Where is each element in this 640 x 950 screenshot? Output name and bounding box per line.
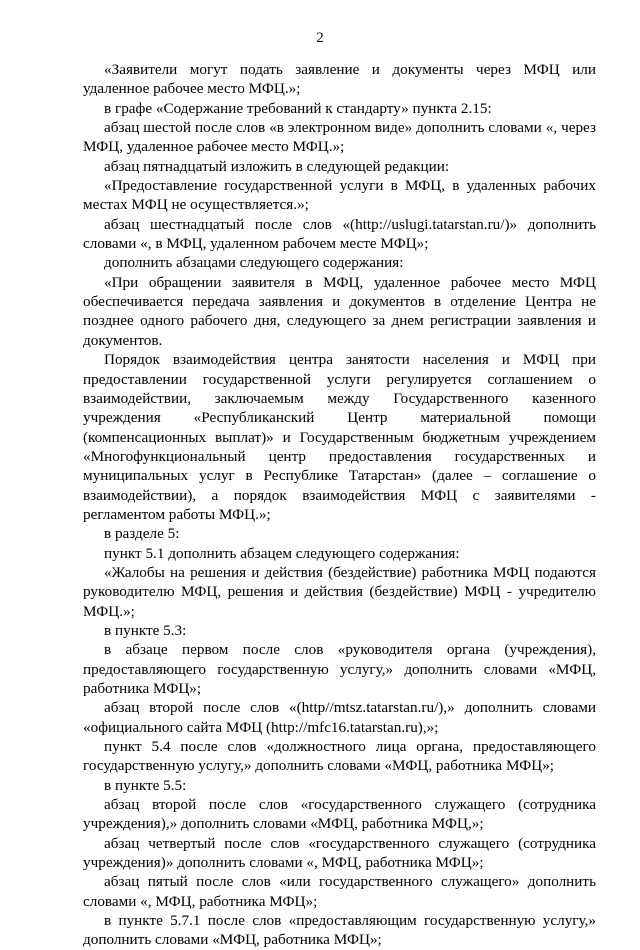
- paragraph: в пункте 5.3:: [104, 621, 187, 639]
- paragraph: дополнить абзацами следующего содержания:: [104, 254, 404, 272]
- paragraph: «Жалобы на решения и действия (бездействие) работника МФЦ подаются руководителю МФЦ, решения и действия (бездействие) МФЦ - учредителю МФЦ.»;: [83, 563, 596, 620]
- paragraph: абзац четвертый после слов «государственного служащего (сотрудника учреждения)» дополнить словами «, МФЦ, работника МФЦ»;: [83, 834, 596, 872]
- paragraph: в пункте 5.7.1 после слов «предоставляющим государственную услугу,» дополнить словами «МФЦ, работника МФЦ»;: [83, 912, 596, 949]
- paragraph: абзац второй после слов «(http//mtsz.tatarstan.ru/),» дополнить словами «официального сайта МФЦ (http://mfc16.tatarstan.ru),»;: [83, 699, 596, 736]
- page-number: 2: [316, 30, 324, 46]
- paragraph: в графе «Содержание требований к стандарту» пункта 2.15:: [104, 99, 492, 117]
- paragraph: Порядок взаимодействия центра занятости населения и МФЦ при предоставлении государственной услуги регулируется соглашением о взаимодействии, заключаемым между Государственного казенного учреждения «Республиканский Центр материальной помощи (компенсационных выплат)» и Государственным бюджетным учреждением «Многофункциональный центр предоставления государственных и муниципальных услуг в Республике Татарстан» (далее – соглашение о взаимодействии), а порядок взаимодействия МФЦ с заявителями - регламентом работы МФЦ.»;: [83, 351, 596, 523]
- paragraph: «При обращении заявителя в МФЦ, удаленное рабочее место МФЦ обеспечивается передача заявления и документов в отделение Центра не позднее одного рабочего дня, следующего за днем регистрации заявления и документов.: [83, 273, 596, 349]
- paragraph: в абзаце первом после слов «руководителя органа (учреждения), предоставляющего государственную услугу,» дополнить словами «МФЦ, работника МФЦ»;: [83, 641, 596, 697]
- document-body: [83, 60, 596, 950]
- paragraph: «Предоставление государственной услуги в МФЦ, в удаленных рабочих местах МФЦ не осуществляется.»;: [83, 177, 596, 214]
- paragraph: в пункте 5.5:: [104, 776, 187, 794]
- paragraph: пункт 5.4 после слов «должностного лица органа, предоставляющего государственную услугу,» дополнить словами «МФЦ, работника МФЦ»;: [83, 738, 596, 775]
- paragraph: абзац пятнадцатый изложить в следующей редакции:: [104, 157, 450, 175]
- paragraph: абзац шестнадцатый после слов «(http://uslugi.tatarstan.ru/)» дополнить словами «, в МФЦ, удаленном рабочем месте МФЦ»;: [83, 215, 596, 253]
- paragraph: абзац второй после слов «государственного служащего (сотрудника учреждения),» дополнить словами «МФЦ, работника МФЦ,»;: [83, 796, 596, 833]
- paragraph: абзац шестой после слов «в электронном виде» дополнить словами «, через МФЦ, удаленное рабочее место МФЦ.»;: [83, 119, 596, 156]
- paragraph: «Заявители могут подать заявление и документы через МФЦ или удаленное рабочее место МФЦ.»;: [83, 61, 596, 98]
- paragraph: пункт 5.1 дополнить абзацем следующего содержания:: [104, 544, 460, 562]
- paragraph: абзац пятый после слов «или государственного служащего» дополнить словами «, МФЦ, работника МФЦ»;: [83, 873, 596, 910]
- paragraph: в разделе 5:: [104, 525, 180, 543]
